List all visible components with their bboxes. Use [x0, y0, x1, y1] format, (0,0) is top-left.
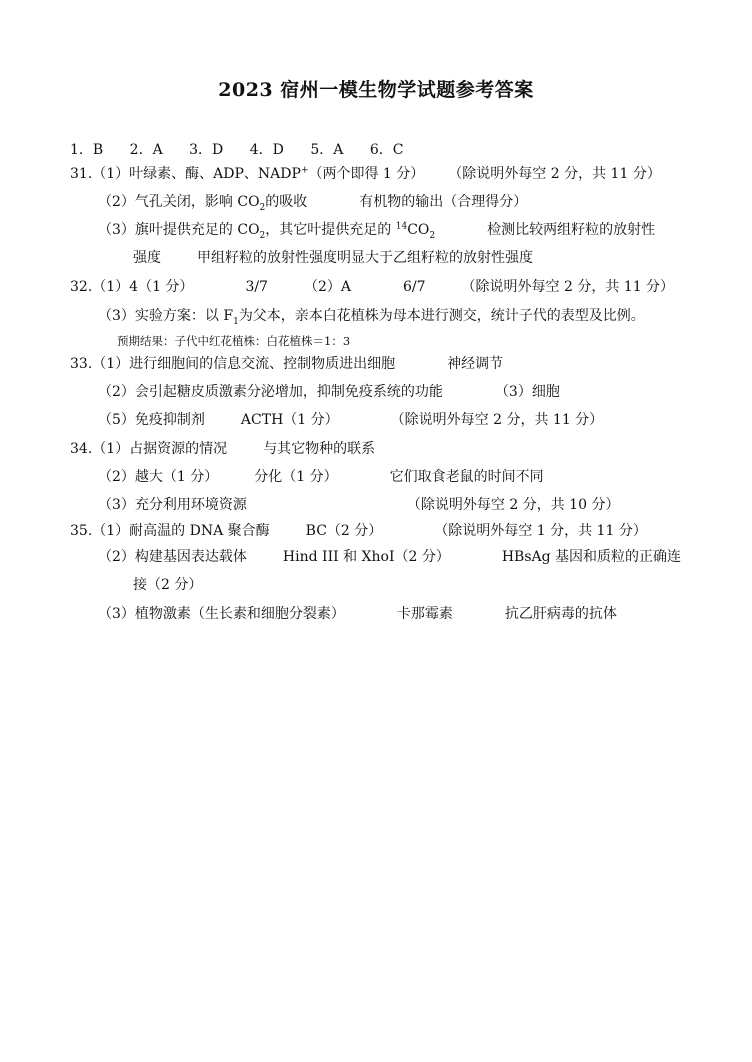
q32-line-1: [70, 278, 674, 296]
answer-text: （1）耐高温的 DNA 聚合酶: [92, 523, 270, 539]
answer-text: （3）植物激素（生长素和细胞分裂素）: [98, 606, 345, 622]
q33-line-3: [98, 411, 603, 429]
answer-text: （两个即得 1 分）: [308, 166, 425, 182]
q33-line-2: [98, 383, 560, 401]
subscript: 2: [429, 230, 436, 241]
q35-line-1: [70, 522, 647, 540]
answer-text: 3/7: [245, 279, 268, 295]
q31-line-2: [98, 193, 527, 211]
subscript: 1: [233, 316, 239, 327]
mc-answers: [70, 141, 425, 159]
answer-text: HBsAg 基因和质粒的正确连: [501, 549, 682, 565]
q31-line-1: [70, 165, 661, 183]
answer-text: 卡那霉素: [396, 606, 453, 622]
mc-answer: 5．A: [310, 142, 344, 158]
answer-text: （2）气孔关闭，影响 CO: [98, 194, 260, 210]
answer-text: 强度: [133, 250, 161, 266]
answer-text: 分化（1 分）: [254, 469, 338, 485]
q31-line-3: [98, 221, 655, 239]
answer-text: ，其它叶提供充足的: [265, 222, 396, 238]
superscript: +: [300, 165, 309, 176]
answer-text: ACTH（1 分）: [240, 412, 339, 428]
answer-text: （2）越大（1 分）: [98, 469, 219, 485]
answer-text: BC（2 分）: [305, 523, 383, 539]
answer-text: （2）会引起糖皮质激素分泌增加，抑制免疫系统的功能: [98, 384, 443, 400]
answer-text: 接（2 分）: [133, 577, 203, 593]
answer-text: （1）4（1 分）: [92, 279, 194, 295]
answer-text: 预期结果：子代中红花植株：白花植株＝1：3: [117, 334, 351, 348]
question-number: 35.: [70, 523, 93, 539]
mc-answer: 6．C: [369, 142, 404, 158]
answer-text: （1）进行细胞间的信息交流、控制物质进出细胞: [92, 356, 396, 372]
subscript: 2: [259, 230, 266, 241]
scoring-note: （除说明外每空 2 分，共 11 分）: [390, 412, 604, 428]
answer-text: （1）叶绿素、酶、ADP、NADP: [92, 166, 301, 182]
q34-line-2: [98, 468, 544, 486]
mc-answer: 3．D: [189, 142, 224, 158]
answer-text: （3）实验方案：以 F: [98, 308, 234, 324]
answer-text: （3）细胞: [494, 384, 560, 400]
answer-text: 抗乙肝病毒的抗体: [504, 606, 617, 622]
mc-answer: 4．D: [249, 142, 284, 158]
q35-line-3: [133, 576, 202, 594]
page-title: 2023 宿州一模生物学试题参考答案: [218, 79, 534, 101]
q31-line-4: [133, 249, 533, 267]
answer-text: 它们取食老鼠的时间不同: [389, 469, 544, 485]
q34-line-1: [70, 440, 375, 458]
scoring-note: （除说明外每空 2 分，共 11 分）: [461, 279, 675, 295]
answer-text: 为父本，亲本白花植株为母本进行测交，统计子代的表型及比例。: [238, 308, 645, 324]
answer-text: Hind III 和 XhoI（2 分）: [282, 549, 450, 565]
answer-text: （2）构建基因表达载体: [98, 549, 247, 565]
answer-text: （3）旗叶提供充足的 CO: [98, 222, 260, 238]
question-number: 33.: [70, 356, 93, 372]
answer-text: （1）占据资源的情况: [92, 441, 228, 457]
scoring-note: （除说明外每空 1 分，共 11 分）: [434, 523, 647, 539]
answer-text: 甲组籽粒的放射性强度明显大于乙组籽粒的放射性强度: [197, 250, 533, 266]
answer-text: 有机物的输出（合理得分）: [359, 194, 528, 210]
superscript: 14: [395, 221, 408, 232]
question-number: 32.: [70, 279, 93, 295]
scoring-note: （除说明外每空 2 分，共 11 分）: [448, 166, 661, 182]
q32-line-3: [117, 332, 350, 350]
q35-line-4: [98, 605, 617, 623]
q34-line-3: [98, 496, 619, 514]
answer-text: CO: [407, 222, 430, 238]
answer-text: 的吸收: [265, 194, 308, 210]
question-number: 34.: [70, 441, 93, 457]
q35-line-2: [98, 548, 681, 566]
scoring-note: （除说明外每空 2 分，共 10 分）: [406, 497, 620, 513]
mc-answer: 1．B: [70, 142, 104, 158]
answer-text: 检测比较两组籽粒的放射性: [487, 222, 656, 238]
answer-text: 6/7: [403, 279, 426, 295]
answer-text: （2）A: [303, 279, 351, 295]
answer-text: （5）免疫抑制剂: [98, 412, 205, 428]
question-number: 31.: [70, 166, 93, 182]
subscript: 2: [259, 202, 266, 213]
answer-text: 与其它物种的联系: [263, 441, 376, 457]
q32-line-2: [98, 307, 645, 325]
mc-answer: 2．A: [129, 142, 163, 158]
q33-line-1: [70, 355, 503, 373]
answer-text: 神经调节: [447, 356, 504, 372]
answer-text: （3）充分利用环境资源: [98, 497, 247, 513]
